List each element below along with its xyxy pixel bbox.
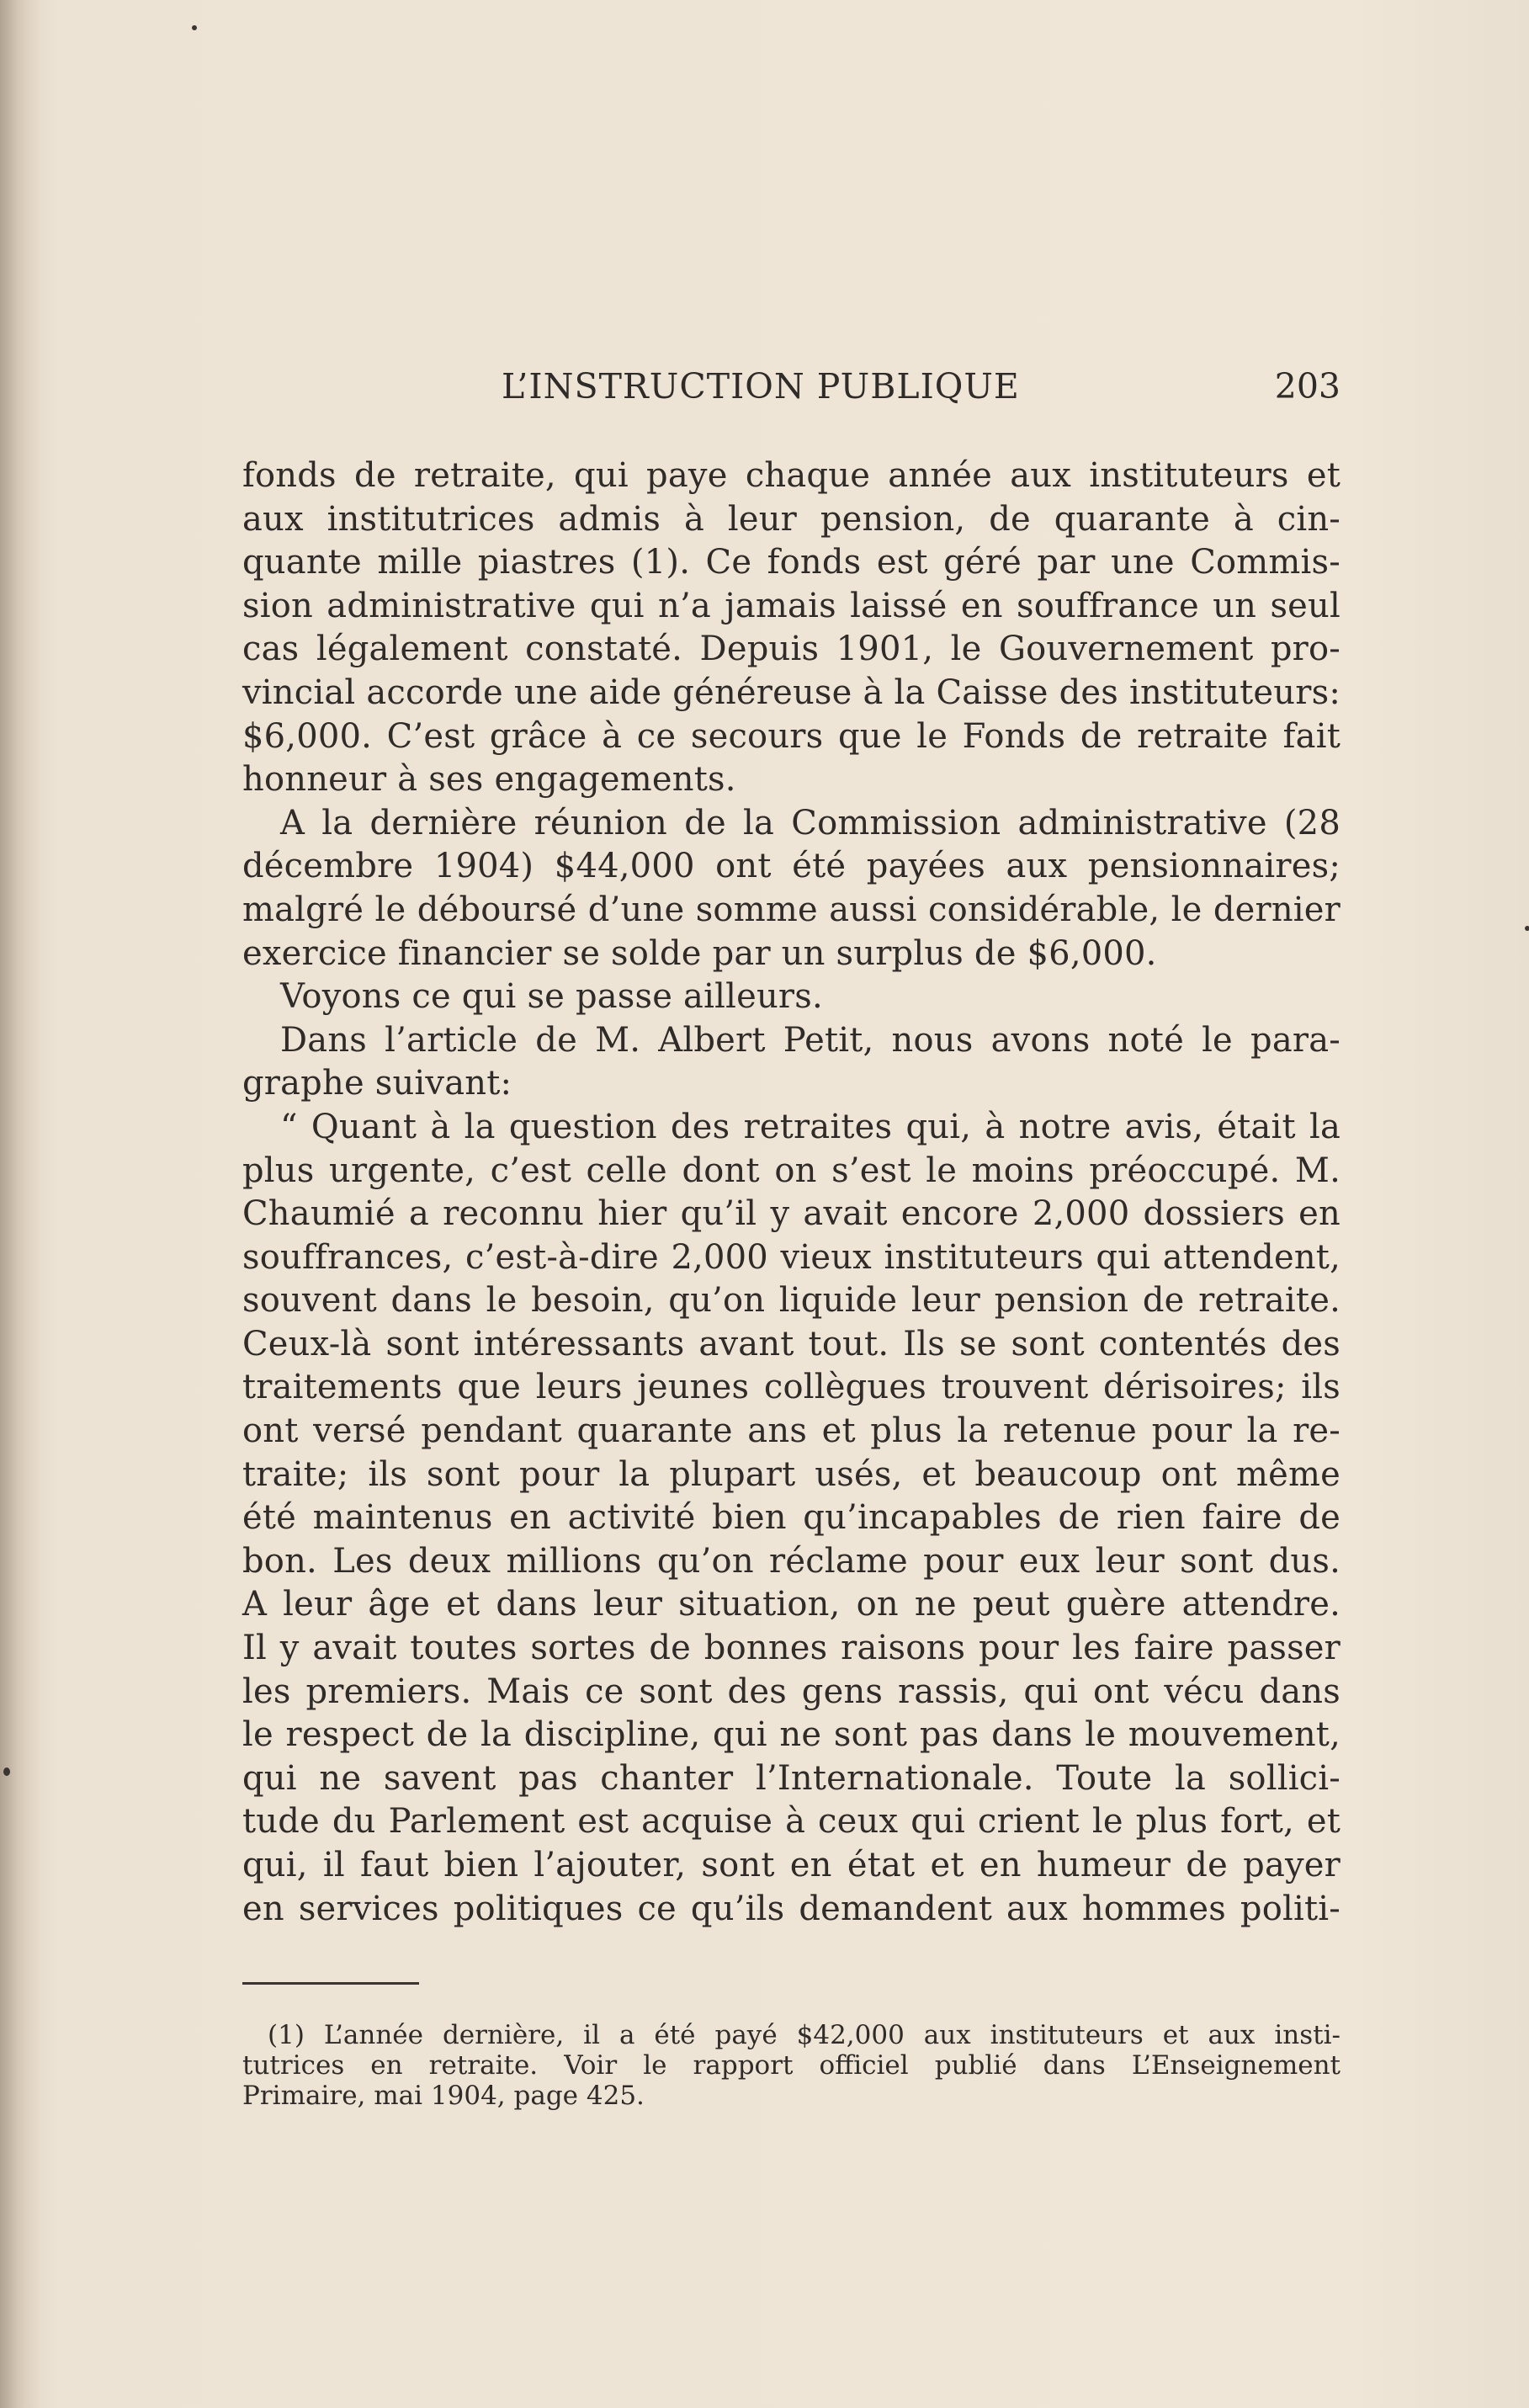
text-line: Voyons ce qui se passe ailleurs.	[280, 977, 823, 1017]
text-line: sion administrative qui n’a jamais laissé en souffrance un seul	[242, 586, 1341, 625]
text-line: décembre 1904) $44,000 ont été payées aux pensionnaires;	[242, 847, 1341, 886]
page-header	[242, 366, 1341, 417]
text-line: souffrances, c’est-à-dire 2,000 vieux instituteurs qui attendent,	[242, 1237, 1341, 1277]
running-title: L’INSTRUCTION PUBLIQUE	[502, 366, 1020, 407]
text-line: aux institutrices admis à leur pension, de quarante à cin-	[242, 499, 1341, 539]
paper-speck	[3, 1767, 10, 1776]
text-line: bon. Les deux millions qu’on réclame pour eux leur sont dus.	[242, 1541, 1341, 1581]
text-line: qui ne savent pas chanter l’Internationale. Toute la sollici-	[242, 1758, 1341, 1798]
text-line: $6,000. C’est grâce à ce secours que le Fonds de retraite fait	[242, 716, 1341, 756]
page-number: 203	[1274, 366, 1341, 407]
text-line: graphe suivant:	[242, 1064, 512, 1103]
text-line: A la dernière réunion de la Commission administrative (28	[280, 803, 1341, 843]
footnote-line: (1) L’année dernière, il a été payé $42,000 aux instituteurs et aux insti-	[268, 2020, 1341, 2050]
body-text	[242, 454, 1341, 1931]
text-line: exercice financier se solde par un surplus de $6,000.	[242, 933, 1157, 973]
text-line: Il y avait toutes sortes de bonnes raisons pour les faire passer	[242, 1629, 1341, 1668]
text-line: le respect de la discipline, qui ne sont pas dans le mouvement,	[242, 1715, 1341, 1755]
text-line: en services politiques ce qu’ils demandent aux hommes politi-	[242, 1889, 1341, 1928]
footnote-line: Primaire, mai 1904, page 425.	[242, 2081, 645, 2111]
text-line: ont versé pendant quarante ans et plus la retenue pour la re-	[242, 1411, 1341, 1451]
text-line: “ Quant à la question des retraites qui, à notre avis, était la	[280, 1107, 1341, 1146]
text-line: Ceux-là sont intéressants avant tout. Ils se sont contentés des	[242, 1324, 1341, 1363]
text-line: quante mille piastres (1). Ce fonds est géré par une Commis-	[242, 543, 1341, 582]
text-line: Dans l’article de M. Albert Petit, nous avons noté le para-	[280, 1020, 1341, 1060]
text-line: honneur à ses engagements.	[242, 760, 736, 800]
paper-speck	[1525, 926, 1529, 931]
text-line: cas légalement constaté. Depuis 1901, le Gouvernement pro-	[242, 630, 1341, 669]
text-line: vincial accorde une aide généreuse à la Caisse des instituteurs:	[242, 672, 1341, 712]
text-line: les premiers. Mais ce sont des gens rassis, qui ont vécu dans	[242, 1672, 1341, 1711]
footnote-rule	[242, 1982, 419, 1985]
text-line: plus urgente, c’est celle dont on s’est le moins préoccupé. M.	[242, 1151, 1341, 1190]
footnotes	[242, 2020, 1341, 2111]
text-line: qui, il faut bien l’ajouter, sont en état et en humeur de payer	[242, 1846, 1341, 1884]
text-line: souvent dans le besoin, qu’on liquide leur pension de retraite.	[242, 1281, 1341, 1321]
text-line: été maintenus en activité bien qu’incapables de rien faire de	[242, 1498, 1341, 1538]
text-line: tude du Parlement est acquise à ceux qui crient le plus fort, et	[242, 1802, 1341, 1842]
text-line: fonds de retraite, qui paye chaque année aux instituteurs et	[242, 456, 1341, 495]
text-line: A leur âge et dans leur situation, on ne peut guère attendre.	[242, 1585, 1341, 1624]
text-line: traitements que leurs jeunes collègues trouvent dérisoires; ils	[242, 1368, 1341, 1407]
paper-speck	[192, 25, 197, 30]
text-line: malgré le déboursé d’une somme aussi considérable, le dernier	[242, 890, 1341, 929]
binding-shadow	[0, 0, 40, 2408]
text-line: Chaumié a reconnu hier qu’il y avait encore 2,000 dossiers en	[242, 1194, 1341, 1234]
footnote-line: tutrices en retraite. Voir le rapport officiel publié dans L’Enseignement	[242, 2050, 1341, 2081]
text-line: traite; ils sont pour la plupart usés, et beaucoup ont même	[242, 1454, 1341, 1494]
